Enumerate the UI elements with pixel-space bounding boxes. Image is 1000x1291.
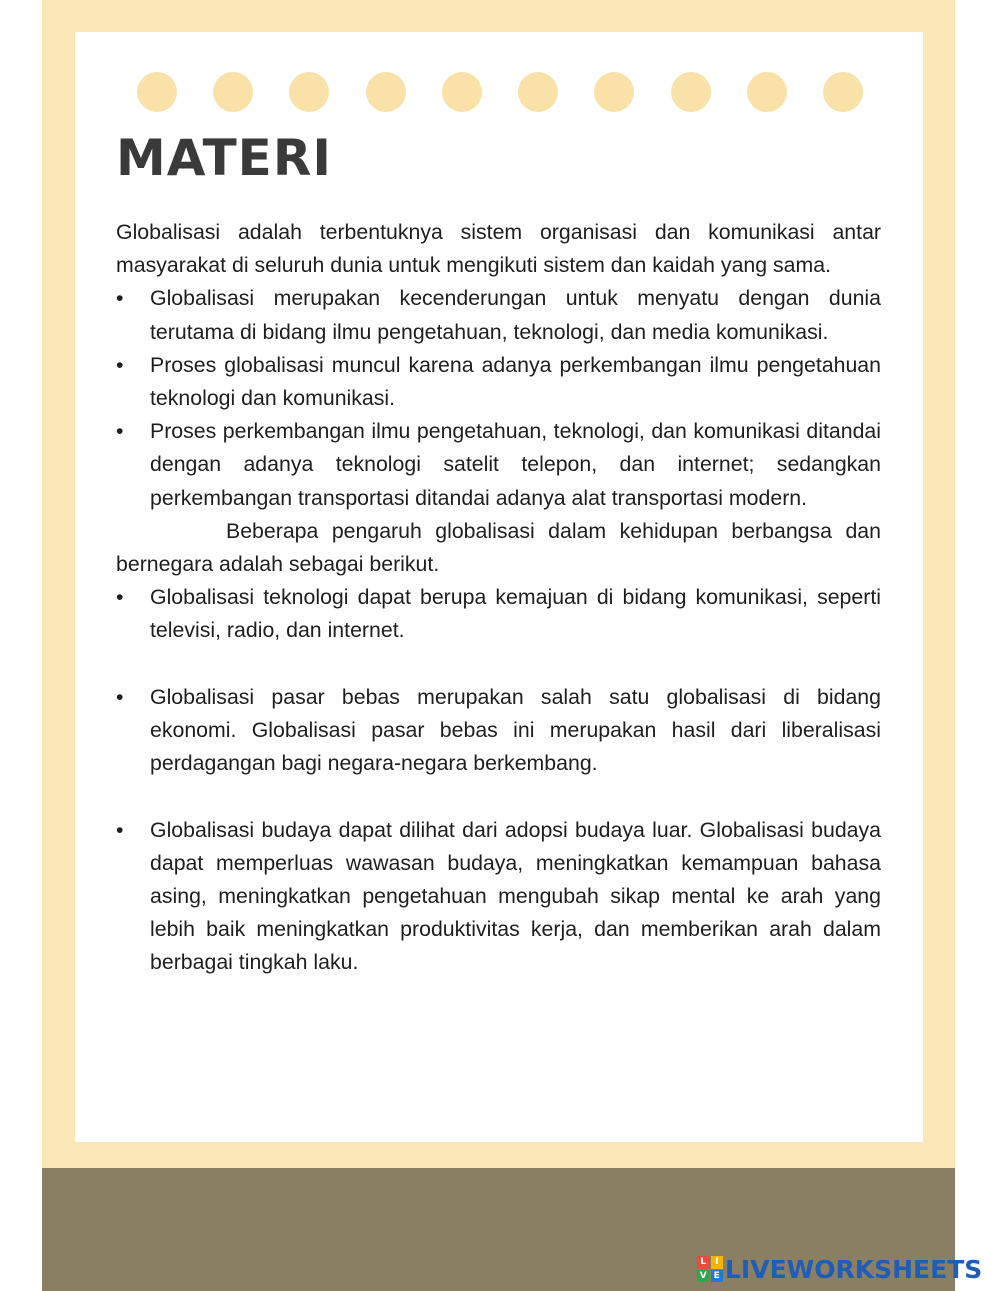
logo-letter: I xyxy=(711,1256,724,1269)
page-title: MATERI xyxy=(116,129,332,187)
dot xyxy=(442,72,482,112)
list-item xyxy=(116,415,881,515)
bullet-mark: • xyxy=(116,684,124,709)
dot xyxy=(747,72,787,112)
bullet-mark: • xyxy=(116,585,124,610)
dot xyxy=(518,72,558,112)
spacer xyxy=(116,648,881,681)
liveworksheets-logo xyxy=(697,1254,982,1284)
list-item-text: Globalisasi merupakan kecenderungan untuk menyatu dengan dunia terutama di bidang ilmu pengetahuan, teknologi, dan media komunikasi. xyxy=(150,286,881,344)
dot xyxy=(213,72,253,112)
bullet-mark: • xyxy=(116,352,124,377)
logo-letter: L xyxy=(697,1256,710,1269)
list-item xyxy=(116,681,881,781)
logo-letter: E xyxy=(711,1270,724,1283)
list-item-text: Proses globalisasi muncul karena adanya perkembangan ilmu pengetahuan teknologi dan komunikasi. xyxy=(150,352,881,411)
dot xyxy=(823,72,863,112)
logo-text: LIVEWORKSHEETS xyxy=(725,1254,983,1284)
materi-content xyxy=(116,216,881,980)
list-item-text: Globalisasi teknologi dapat berupa kemajuan di bidang komunikasi, seperti televisi, radio, dan internet. xyxy=(150,585,881,643)
list-item xyxy=(116,349,881,415)
list-item xyxy=(116,581,881,647)
middle-paragraph: Beberapa pengaruh globalisasi dalam kehidupan berbangsa dan bernegara adalah sebagai berikut. xyxy=(116,518,881,577)
dot xyxy=(137,72,177,112)
list-item xyxy=(116,814,881,980)
bullet-mark: • xyxy=(116,817,124,842)
spacer xyxy=(116,780,881,813)
dot xyxy=(671,72,711,112)
intro-paragraph: Globalisasi adalah terbentuknya sistem organisasi dan komunikasi antar masyarakat di seluruh dunia untuk mengikuti sistem dan kaidah yang sama. xyxy=(116,220,881,278)
list-item-text: Proses perkembangan ilmu pengetahuan, teknologi, dan komunikasi ditandai dengan adanya teknologi satelit telepon, dan internet; sedangkan perkembangan transportasi ditandai adanya alat transportasi modern. xyxy=(150,419,881,510)
decorative-dots xyxy=(137,72,863,112)
list-item-text: Globalisasi budaya dapat dilihat dari adopsi budaya luar. Globalisasi budaya dapat memperluas wawasan budaya, meningkatkan kemampuan bahasa asing, meningkatkan pengetahuan mengubah sikap mental ke arah yang lebih baik meningkatkan produktivitas kerja, dan memberikan arah dalam berbagai tingkah laku. xyxy=(150,817,881,975)
bullet-mark: • xyxy=(116,286,124,311)
dot xyxy=(594,72,634,112)
logo-letter: V xyxy=(697,1270,710,1283)
bullet-mark: • xyxy=(116,419,124,444)
logo-icon xyxy=(697,1256,723,1282)
dot xyxy=(366,72,406,112)
list-item-text: Globalisasi pasar bebas merupakan salah satu globalisasi di bidang ekonomi. Globalisasi pasar bebas ini merupakan hasil dari liberalisasi perdagangan bagi negara-negara berkembang. xyxy=(150,684,881,776)
list-item xyxy=(116,282,881,348)
dot xyxy=(289,72,329,112)
